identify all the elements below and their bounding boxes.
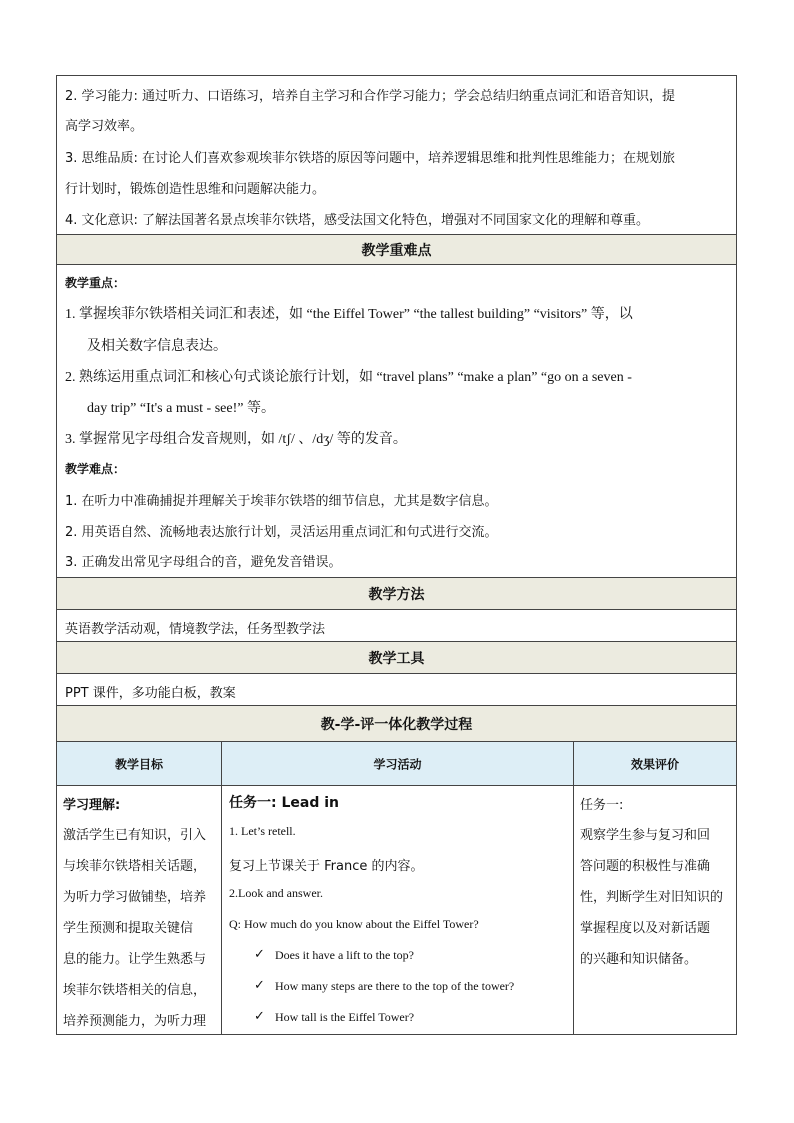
divider [573, 742, 574, 785]
difficulty-3: 3. 正确发出常见字母组合的音，避免发音错误。 [65, 555, 342, 570]
sub-question: How tall is the Eiffel Tower? [275, 1010, 415, 1024]
goal-line: 激活学生已有知识，引入 [63, 828, 207, 843]
objectives-section [57, 76, 736, 235]
goal-line: 埃菲尔铁塔相关的信息， [63, 983, 207, 998]
focus-1-b: 及相关数字信息表达。 [87, 339, 227, 354]
task-title: 任务一: Lead in [229, 795, 339, 811]
activity-1: 1. Let’s retell. [229, 824, 296, 838]
goal-line: 息的能力。让学生熟悉与 [63, 952, 207, 967]
evaluation-line: 性，判断学生对旧知识的 [580, 890, 724, 905]
difficulty-2: 2. 用英语自然、流畅地表达旅行计划，灵活运用重点词汇和句式进行交流。 [65, 525, 498, 540]
check-icon: ✓ [254, 947, 265, 962]
lesson-plan-table [56, 75, 737, 1035]
difficulty-1: 1. 在听力中准确捕捉并理解关于埃菲尔铁塔的细节信息，尤其是数字信息。 [65, 494, 498, 509]
key-points-section [57, 265, 736, 578]
objective-3-line-b: 行计划时，锻炼创造性思维和问题解决能力。 [65, 182, 326, 197]
divider [221, 742, 222, 785]
check-icon: ✓ [254, 1009, 265, 1024]
evaluation-line: 的兴趣和知识储备。 [580, 952, 698, 967]
sub-question: Does it have a lift to the top? [275, 948, 414, 962]
column-activity-header: 学习活动 [222, 742, 573, 785]
process-body [57, 786, 736, 1034]
activity-1-desc: 复习上节课关于 France 的内容。 [229, 859, 424, 874]
tools-text: PPT 课件，多功能白板，教案 [65, 686, 236, 701]
focus-2-a: 2. 熟练运用重点词汇和核心句式谈论旅行计划，如 “travel plans” “make a plan” “go on a seven - [65, 370, 632, 385]
evaluation-line: 答问题的积极性与准确 [580, 859, 711, 874]
focus-label: 教学重点： [65, 276, 126, 290]
activity-2: 2.Look and answer. [229, 886, 323, 900]
goal-line: 为听力学习做铺垫，培养 [63, 890, 207, 905]
column-evaluation-header: 效果评价 [574, 742, 736, 785]
objective-2-line-b: 高学习效率。 [65, 119, 144, 134]
objective-3-line-a: 3. 思维品质: 在讨论人们喜欢参观埃菲尔铁塔的原因等问题中，培养逻辑思维和批判性思维能力；在规划旅 [65, 151, 676, 166]
goal-label: 学习理解: [63, 798, 121, 813]
methods-header: 教学方法 [57, 578, 736, 610]
methods-row [57, 610, 736, 642]
check-icon: ✓ [254, 978, 265, 993]
focus-1-a: 1. 掌握埃菲尔铁塔相关词汇和表述，如 “the Eiffel Tower” “the tallest building” “visitors” 等，以 [65, 307, 633, 322]
divider [573, 786, 574, 1034]
divider [221, 786, 222, 1034]
tools-row [57, 674, 736, 706]
focus-3: 3. 掌握常见字母组合发音规则，如 /tʃ/ 、/dʒ/ 等的发音。 [65, 432, 407, 447]
process-header: 教-学-评一体化教学过程 [57, 706, 736, 742]
objective-2-line-a: 2. 学习能力: 通过听力、口语练习，培养自主学习和合作学习能力；学会总结归纳重点词汇和语音知识，提 [65, 89, 676, 104]
evaluation-line: 掌握程度以及对新话题 [580, 921, 711, 936]
evaluation-line: 观察学生参与复习和回 [580, 828, 711, 843]
question: Q: How much do you know about the Eiffel Tower? [229, 917, 479, 931]
methods-text: 英语教学活动观，情境教学法，任务型教学法 [65, 622, 326, 637]
goal-line: 与埃菲尔铁塔相关话题， [63, 859, 207, 874]
goal-line: 培养预测能力，为听力理 [63, 1014, 207, 1029]
sub-question: How many steps are there to the top of the tower? [275, 979, 515, 993]
goal-line: 学生预测和提取关键信 [63, 921, 194, 936]
evaluation-label: 任务一: [580, 798, 624, 813]
tools-header: 教学工具 [57, 642, 736, 674]
focus-2-b: day trip” “It's a must - see!” 等。 [87, 401, 275, 416]
difficulty-label: 教学难点： [65, 462, 126, 476]
objective-4: 4. 文化意识: 了解法国著名景点埃菲尔铁塔，感受法国文化特色，增强对不同国家文化的理解和尊重。 [65, 213, 650, 228]
key-points-header: 教学重难点 [57, 235, 736, 265]
column-goal-header: 教学目标 [57, 742, 221, 785]
process-column-headers [57, 742, 736, 786]
